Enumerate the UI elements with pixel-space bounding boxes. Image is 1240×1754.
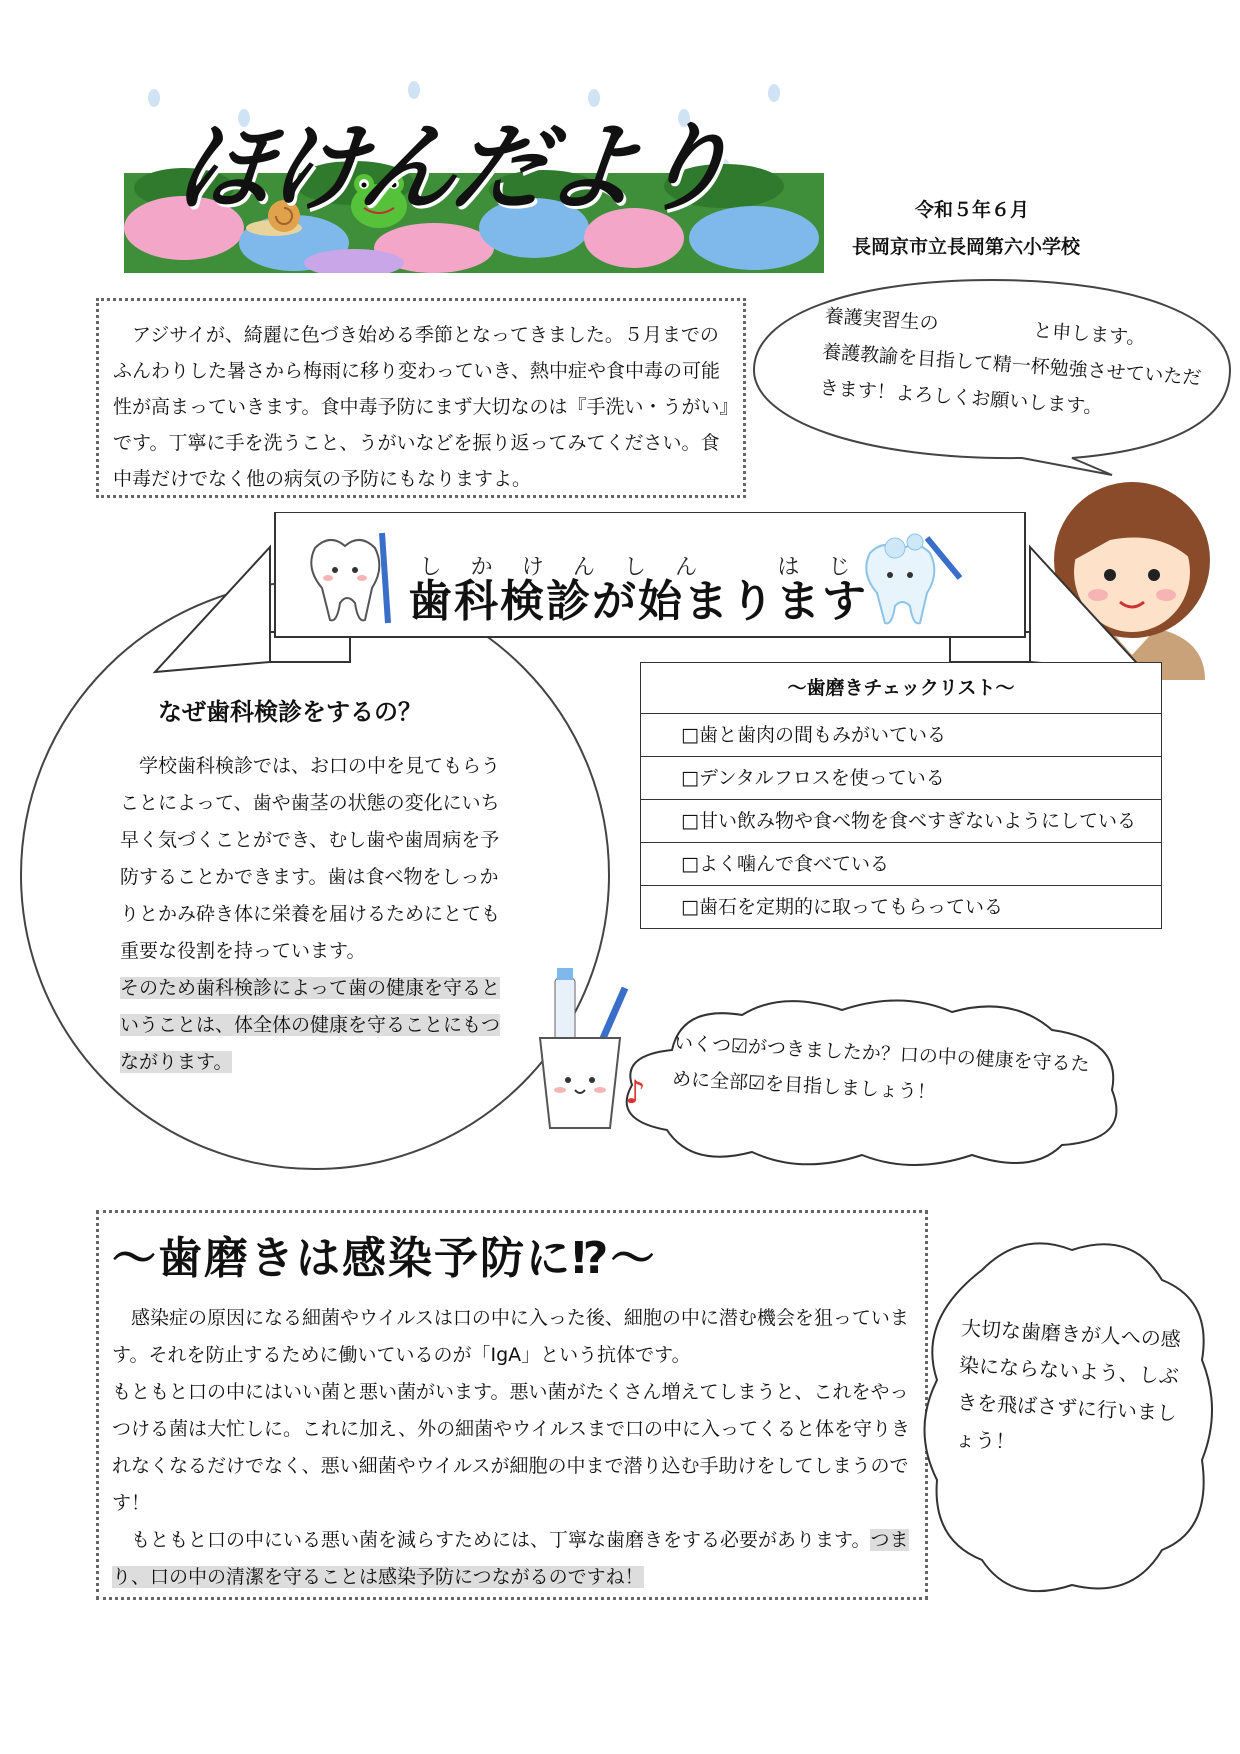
infection-paragraph-1: 感染症の原因になる細菌やウイルスは口の中に入った後、細胞の中に潜む機会を狙っています。それを防止するために働いているのが「IgA」という抗体です。 <box>112 1307 909 1366</box>
checklist-item[interactable]: □甘い飲み物や食べ物を食べすぎないようにしている <box>641 800 1162 843</box>
music-note-icon: ♪ <box>625 1073 646 1111</box>
intro-paragraph: アジサイが、綺麗に色づき始める季節となってきました。５月までのふんわりした暑さから梅雨に移り変わっていき、熱中症や食中毒の可能性が高まっていきます。食中毒予防にまず大切なのは『手洗い・うがい』です。丁寧に手を洗うこと、うがいなどを振り返ってみてください。食中毒だけでなく他の病気の予防にもなりますよ。 <box>96 298 746 498</box>
sneeze-advice-text: 大切な歯磨きが人への感染にならないよう、しぶきを飛ばさずに行いましょう！ <box>954 1315 1182 1454</box>
infection-prevention-heading: ～歯磨きは感染予防に⁉～ <box>112 1233 657 1284</box>
checklist-item[interactable]: □デンタルフロスを使っている <box>641 757 1162 800</box>
checklist-item[interactable]: □歯石を定期的に取ってもらっている <box>641 886 1162 929</box>
toothbrushing-checklist <box>640 662 1162 929</box>
infection-paragraph-3: もともと口の中にいる悪い菌を減らすためには、丁寧な歯磨きをする必要があります。つまり、口の中の清潔を守ることは感染予防につながるのですね！ <box>112 1529 909 1588</box>
banner-title-reading: しかけんしん はじ <box>408 555 868 580</box>
toothbrush-cup-icon <box>520 968 660 1138</box>
happy-tooth-brushing-icon <box>855 528 965 628</box>
greeting-line-2: 養護教諭を目指して精一杯勉強させていただきます！よろしくお願いします。 <box>818 340 1203 419</box>
issue-date: 令和５年６月 <box>915 199 1030 221</box>
why-dental-checkup-body <box>120 748 512 1081</box>
dental-checkup-banner-title <box>408 555 868 629</box>
banner-title-text: 歯科検診が始まります <box>408 576 868 627</box>
newsletter-title: ほけんだより <box>169 112 737 224</box>
why-dental-checkup-heading: なぜ歯科検診をするの？ <box>158 698 422 726</box>
checklist-heading: ～歯磨きチェックリスト～ <box>641 663 1162 714</box>
greeting-line-1: 養護実習生の と申します。 <box>823 304 1147 350</box>
why-paragraph-2: そのため歯科検診によって歯の健康を守るということは、体全体の健康を守ることにもつながります。 <box>120 977 501 1073</box>
why-paragraph-1: 学校歯科検診では、お口の中を見てもらうことによって、歯や歯茎の状態の変化にいち早く気づくことができ、むし歯や歯周病を予防することかできます。歯は食べ物をしっかりとかみ砕き体に栄養を届けるためにとても重要な役割を持っています。 <box>120 755 501 962</box>
checklist-item[interactable]: □歯と歯肉の間もみがいている <box>641 714 1162 757</box>
school-name: 長岡京市立長岡第六小学校 <box>852 236 1081 258</box>
infection-prevention-body <box>112 1300 912 1596</box>
tooth-with-brush-icon <box>300 528 395 628</box>
checklist-prompt: いくつ☑がつきましたか？口の中の健康を守るために全部☑を目指しましょう！ <box>671 1031 1091 1104</box>
infection-paragraph-2: もともと口の中にはいい菌と悪い菌がいます。悪い菌がたくさん増えてしまうと、これをやっつける菌は大忙しに。これに加え、外の細菌やウイルスまで口の中に入ってくると体を守りきれなくなるだけでなく、悪い細菌やウイルスが細胞の中まで潜り込む手助けをしてしまうのです！ <box>112 1381 911 1514</box>
checklist-item[interactable]: □よく噛んで食べている <box>641 843 1162 886</box>
